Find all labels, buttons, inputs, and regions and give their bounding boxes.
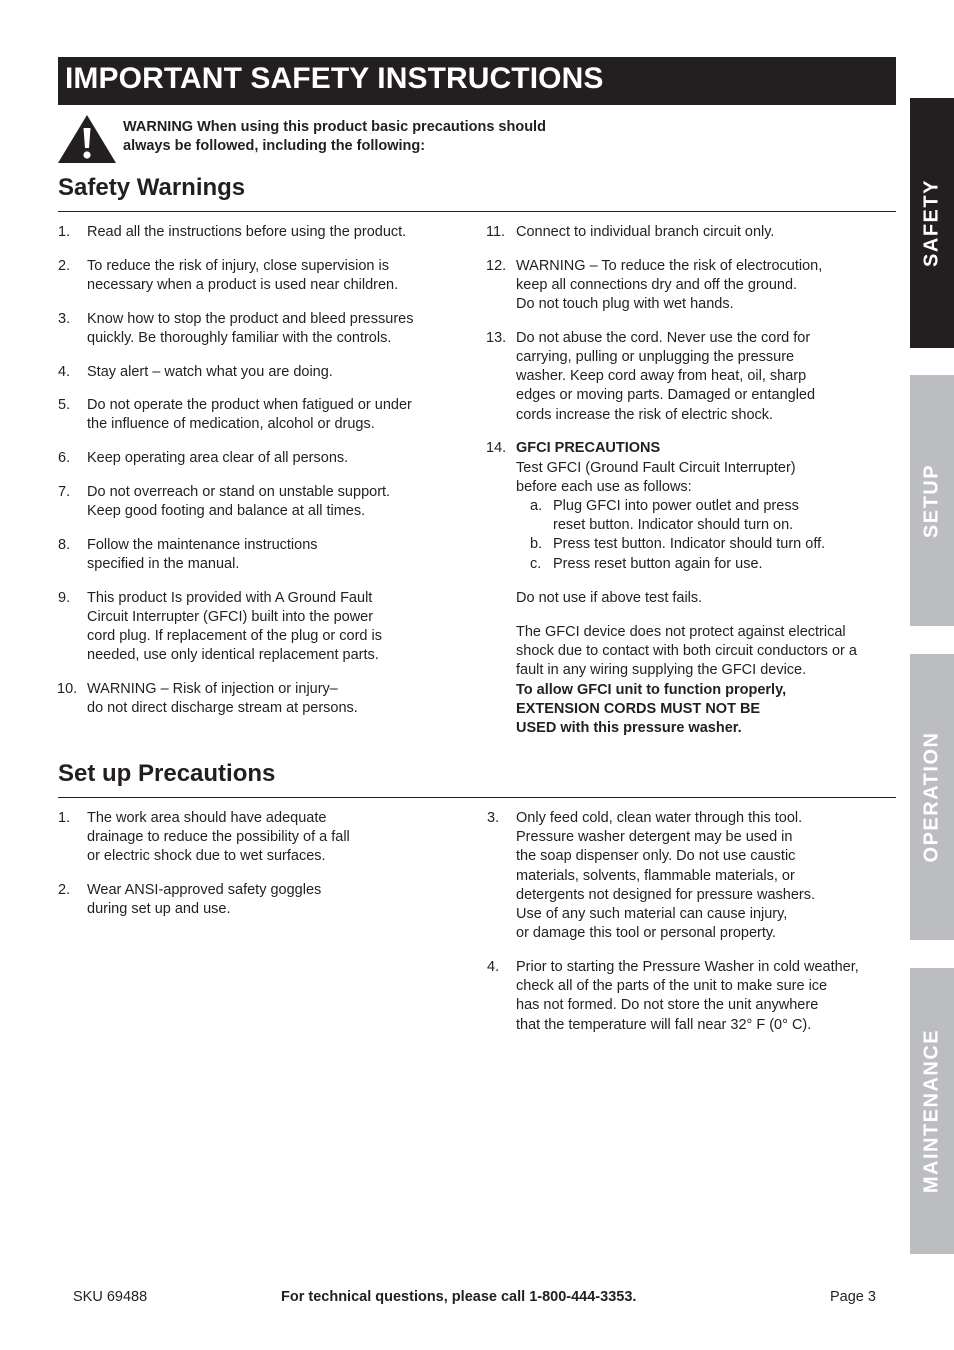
side-tab-label: MAINTENANCE [920,1028,943,1194]
item-number: 2. [58,257,71,274]
setup-precautions-left-column [58,809,468,934]
item-text-line: WARNING – Risk of injection or injury– [87,680,338,697]
item-number: 12. [486,257,507,274]
item-number: 1. [58,810,71,826]
item-text-line: the influence of medication, alcohol or drugs. [87,416,375,433]
gfci-intro-line: Test GFCI (Ground Fault Circuit Interrupter) [516,459,796,476]
item-text-line: specified in the manual. [87,555,240,572]
gfci-intro-line: before each use as follows: [516,478,692,495]
gfci-fail-note: Do not use if above test fails. [516,589,703,606]
item-number: 8. [58,536,71,553]
gfci-step [516,555,907,574]
gfci-step [516,535,907,554]
item-number: 11. [486,224,506,240]
item-text-line: Keep good footing and balance at all times. [87,503,366,520]
list-item [487,257,907,315]
item-text-line: the soap dispenser only. Do not use caustic [516,848,796,865]
item-text-line: check all of the parts of the unit to make sure ice [516,978,828,995]
footer-contact: For technical questions, please call 1-800-444-3353. [281,1289,637,1305]
side-tab-label: SETUP [920,463,943,538]
item-number: 10. [57,680,78,697]
side-tab-label: OPERATION [920,731,943,863]
item-text-line: Follow the maintenance instructions [87,536,318,553]
list-item [58,809,468,867]
item-number: 3. [58,310,71,327]
safety-warnings-heading: Safety Warnings [58,174,246,201]
item-text-line: Connect to individual branch circuit only. [516,224,775,240]
item-text-line: To reduce the risk of injury, close supervision is [87,257,389,274]
side-tab-setup[interactable] [910,375,954,626]
item-text-line: or damage this tool or personal property. [516,925,777,942]
item-number: 6. [58,450,71,467]
list-item-gfci [487,439,907,738]
gfci-title: GFCI PRECAUTIONS [516,440,661,457]
safety-warnings-right-column [487,223,907,753]
step-line: Press test button. Indicator should turn off. [553,536,826,553]
item-text-line: keep all connections dry and off the ground. [516,276,798,293]
side-tab-safety[interactable] [910,98,954,348]
list-item [58,449,468,468]
page-title: IMPORTANT SAFETY INSTRUCTIONS [65,62,604,95]
item-number: 9. [58,589,71,606]
item-text-line: carrying, pulling or unplugging the pressure [516,349,795,366]
item-text-line: Read all the instructions before using the product. [87,224,407,240]
item-text-line: WARNING – To reduce the risk of electrocution, [516,257,823,274]
item-number: 1. [58,224,71,240]
list-item [487,958,907,1035]
gfci-device-note-line: The GFCI device does not protect against electrical [516,623,846,640]
gfci-device-note-line: fault in any wiring supplying the GFCI device. [516,662,807,679]
warning-line: always be followed, including the following: [123,138,426,154]
safety-warnings-left-column [58,223,468,733]
gfci-step [516,497,907,535]
item-text-line: edges or moving parts. Damaged or entangled [516,387,816,404]
list-item [58,223,468,242]
list-item [58,396,468,434]
step-line: reset button. Indicator should turn on. [553,517,794,534]
item-text-line: Prior to starting the Pressure Washer in cold weather, [516,958,859,975]
item-text-line: during set up and use. [87,901,231,918]
item-number: 4. [487,958,500,975]
warning-line: WARNING When using this product basic precautions should [123,119,546,135]
item-text-line: Circuit Interrupter (GFCI) built into the power [87,608,374,625]
item-text-line: Pressure washer detergent may be used in [516,829,793,846]
item-text-line: Do not abuse the cord. Never use the cord for [516,329,811,346]
item-text-line: has not formed. Do not store the unit anywhere [516,997,819,1014]
item-number: 7. [58,483,71,500]
gfci-device-note-line: shock due to contact with both circuit conductors or a [516,643,857,660]
step-letter: c. [530,555,542,572]
item-text-line: Use of any such material can cause injury, [516,906,788,923]
step-letter: a. [530,497,543,514]
list-item [487,223,907,242]
item-text-line: necessary when a product is used near children. [87,276,399,293]
step-letter: b. [530,536,543,553]
item-text-line: The work area should have adequate [87,810,327,826]
item-number: 13. [486,329,507,346]
setup-precautions-right-column [487,809,907,1049]
item-text-line: washer. Keep cord away from heat, oil, sharp [516,368,807,385]
list-item [58,536,468,574]
gfci-bold-note-line: EXTENSION CORDS MUST NOT BE [516,700,761,717]
item-text-line: cord plug. If replacement of the plug or cord is [87,628,382,645]
list-item [487,329,907,425]
warning-statement [123,118,643,156]
item-text-line: This product Is provided with A Ground Fault [87,589,373,606]
section-divider [58,797,896,798]
list-item [58,363,468,382]
item-text-line: Keep operating area clear of all persons. [87,450,349,467]
item-number: 3. [487,810,500,826]
item-text-line: Know how to stop the product and bleed pressures [87,310,414,327]
side-tab-maintenance[interactable] [910,968,954,1254]
item-number: 4. [58,363,71,380]
item-text-line: quickly. Be thoroughly familiar with the controls. [87,329,392,346]
item-text-line: cords increase the risk of electric shock. [516,406,774,423]
item-text-line: Do not operate the product when fatigued or under [87,397,412,414]
item-text-line: that the temperature will fall near 32° F (0° C). [516,1016,812,1033]
item-number: 2. [58,882,71,899]
step-line: Plug GFCI into power outlet and press [553,497,799,514]
list-item [58,680,468,718]
gfci-bold-note-line: USED with this pressure washer. [516,719,742,736]
gfci-bold-note-line: To allow GFCI unit to function properly, [516,681,787,698]
list-item [58,257,468,295]
side-tab-operation[interactable] [910,654,954,940]
list-item [58,483,468,521]
item-text-line: needed, use only identical replacement parts. [87,647,379,664]
item-number: 5. [58,397,71,414]
footer-page-number: Page 3 [830,1289,876,1305]
item-number: 14. [486,440,507,457]
item-text-line: drainage to reduce the possibility of a fall [87,829,350,846]
item-text-line: or electric shock due to wet surfaces. [87,848,326,865]
side-tab-label: SAFETY [920,179,943,267]
item-text-line: materials, solvents, flammable materials, or [516,867,795,884]
item-text-line: Do not touch plug with wet hands. [516,296,734,313]
item-text-line: Only feed cold, clean water through this tool. [516,810,803,826]
item-text-line: detergents not designed for pressure washers. [516,886,816,903]
item-text-line: Do not overreach or stand on unstable support. [87,483,391,500]
step-line: Press reset button again for use. [553,555,763,572]
footer-sku: SKU 69488 [73,1289,148,1305]
list-item [58,589,468,666]
item-text-line: Wear ANSI-approved safety goggles [87,882,322,899]
item-text-line: do not direct discharge stream at persons. [87,700,358,717]
setup-precautions-heading: Set up Precautions [58,760,276,787]
item-text-line: Stay alert – watch what you are doing. [87,363,333,380]
list-item [58,310,468,348]
warning-triangle-icon [57,114,117,164]
list-item [58,881,468,919]
section-divider [58,211,896,212]
title-bar [58,57,896,105]
list-item [487,809,907,943]
